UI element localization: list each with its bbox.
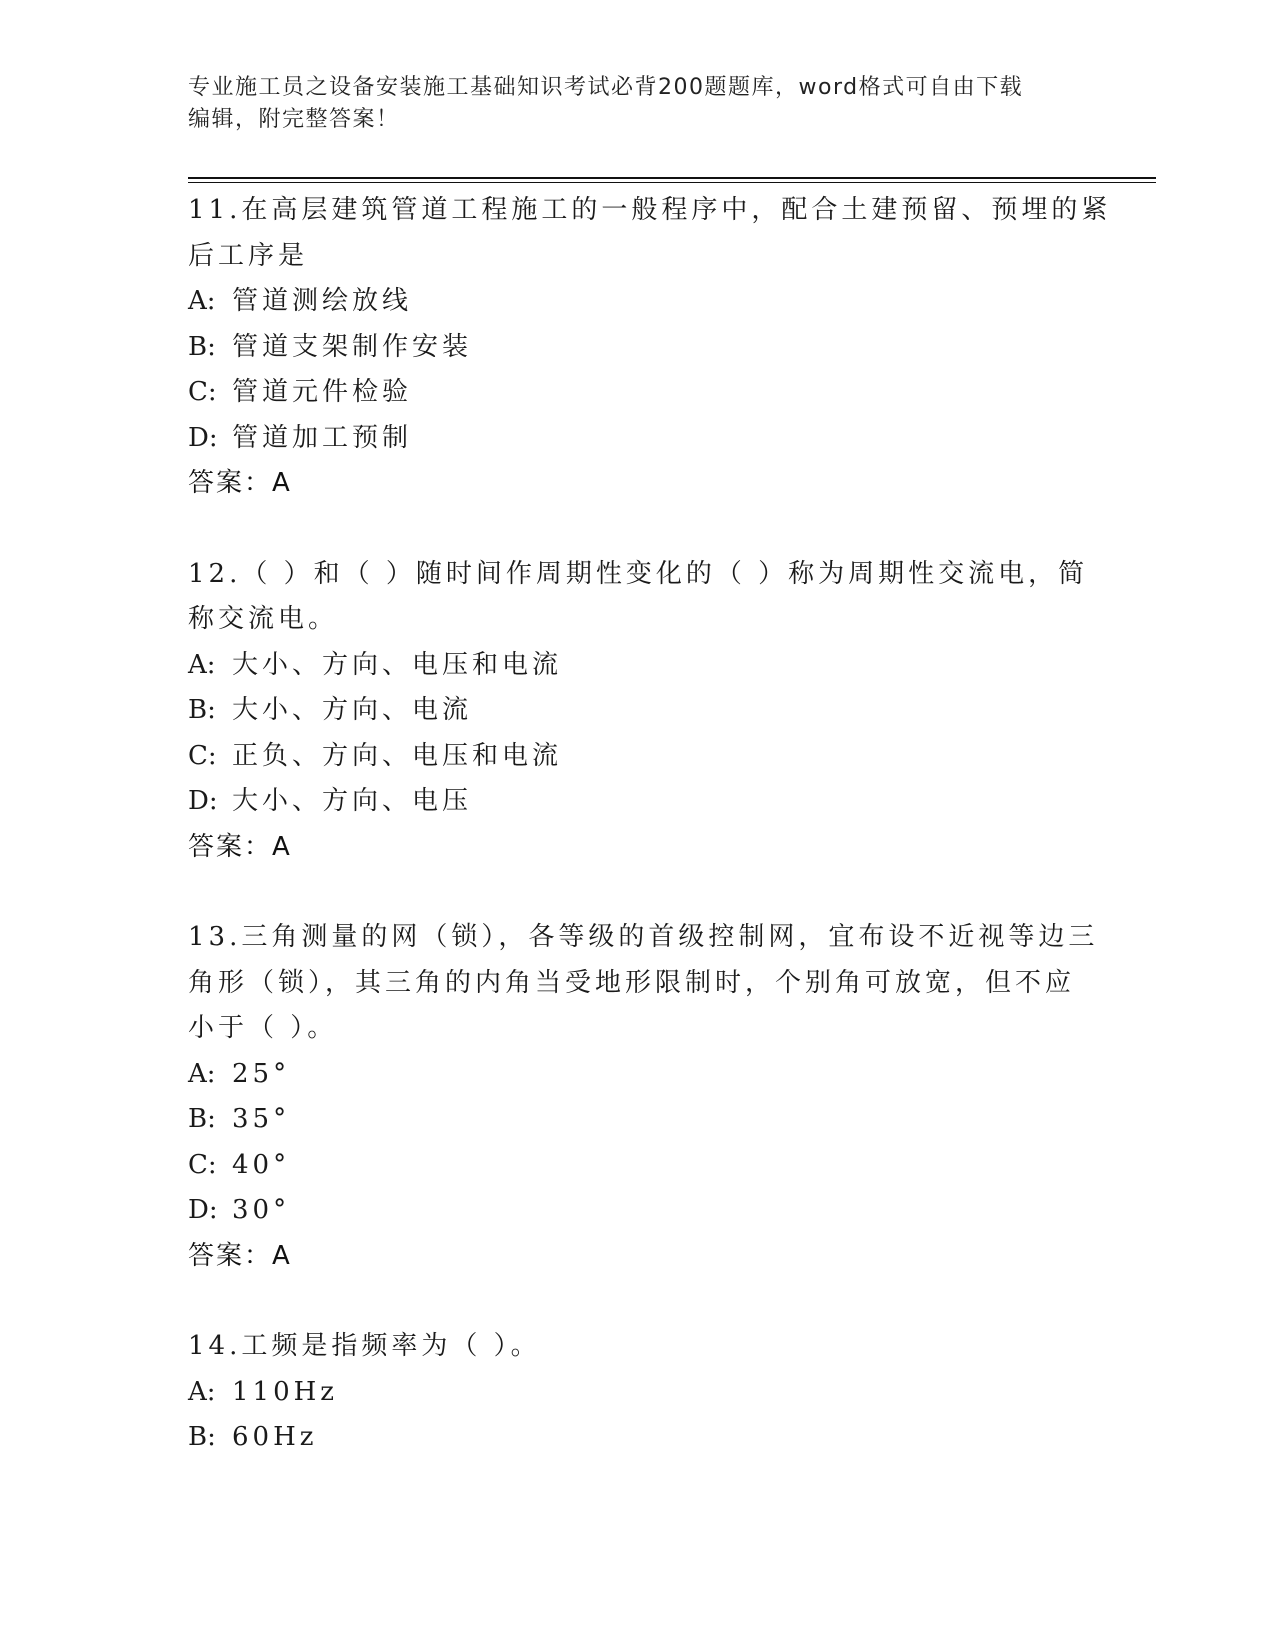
- option-c: [188, 370, 1088, 416]
- option-d: [188, 1188, 1088, 1234]
- question-stem-line: 14.工频是指频率为（ ）。: [188, 1331, 541, 1361]
- option-key: D:: [188, 1195, 218, 1225]
- question-list: [188, 188, 1112, 1506]
- option-a: [188, 643, 1088, 689]
- option-text: 正负、方向、电压和电流: [232, 740, 563, 771]
- question-12: [188, 552, 1088, 871]
- option-key: A:: [188, 1376, 216, 1407]
- answer-line: 答案：A: [188, 1240, 292, 1271]
- option-text: 40°: [232, 1149, 291, 1180]
- option-key: D:: [188, 786, 218, 816]
- header-title-line-2: 编辑，附完整答案！: [188, 107, 400, 132]
- option-key: D:: [188, 422, 218, 453]
- option-text: 大小、方向、电压: [232, 786, 473, 816]
- option-text: 110Hz: [232, 1376, 338, 1407]
- option-text: 管道测绘放线: [232, 286, 413, 316]
- option-text: 管道元件检验: [232, 377, 413, 407]
- question-14: [188, 1324, 1088, 1461]
- question-stem-line: 小于（ ）。: [188, 1013, 338, 1043]
- option-text: 60Hz: [232, 1422, 318, 1452]
- question-stem-line: 11.在高层建筑管道工程施工的一般程序中，配合土建预留、预埋的紧: [188, 195, 1112, 225]
- option-text: 管道支架制作安装: [232, 331, 473, 362]
- option-b: [188, 325, 1088, 371]
- option-c: [188, 734, 1088, 780]
- answer-line: 答案：A: [188, 468, 292, 498]
- option-key: C:: [188, 377, 217, 407]
- option-key: B:: [188, 1422, 216, 1452]
- option-key: A:: [188, 649, 216, 680]
- option-d: [188, 779, 1088, 825]
- option-text: 大小、方向、电流: [232, 695, 473, 725]
- question-11: [188, 188, 1112, 507]
- option-b: [188, 688, 1088, 734]
- option-b: [188, 1415, 1088, 1461]
- header-divider-thick: [188, 177, 1156, 179]
- header-title-line-1: 专业施工员之设备安装施工基础知识考试必背200题题库，word格式可自由下载: [188, 75, 1024, 100]
- answer-line: 答案：A: [188, 831, 292, 862]
- question-stem-line: 后工序是: [188, 240, 309, 271]
- question-stem-line: 称交流电。: [188, 604, 339, 634]
- document-header: [188, 72, 1088, 136]
- option-text: 25°: [232, 1058, 291, 1089]
- option-c: [188, 1143, 1088, 1189]
- option-key: B:: [188, 695, 216, 725]
- option-text: 30°: [232, 1195, 291, 1225]
- question-13: [188, 915, 1099, 1279]
- question-stem-line: 13.三角测量的网（锁），各等级的首级控制网，宜布设不近视等边三: [188, 922, 1099, 952]
- option-text: 大小、方向、电压和电流: [232, 649, 563, 680]
- option-key: A:: [188, 1058, 216, 1089]
- option-key: C:: [188, 740, 217, 771]
- option-a: [188, 279, 1088, 325]
- header-divider-thin: [188, 182, 1156, 183]
- question-stem-line: 12.（ ）和（ ）随时间作周期性变化的（ ）称为周期性交流电，简: [188, 558, 1089, 589]
- option-a: [188, 1370, 1088, 1416]
- option-b: [188, 1097, 1088, 1143]
- option-key: B:: [188, 1104, 216, 1134]
- option-text: 35°: [232, 1104, 291, 1134]
- option-a: [188, 1052, 1088, 1098]
- option-key: B:: [188, 331, 216, 362]
- question-stem-line: 角形（锁），其三角的内角当受地形限制时，个别角可放宽，但不应: [188, 967, 1076, 998]
- option-key: C:: [188, 1149, 217, 1180]
- option-text: 管道加工预制: [232, 422, 413, 453]
- option-d: [188, 416, 1088, 462]
- option-key: A:: [188, 286, 216, 316]
